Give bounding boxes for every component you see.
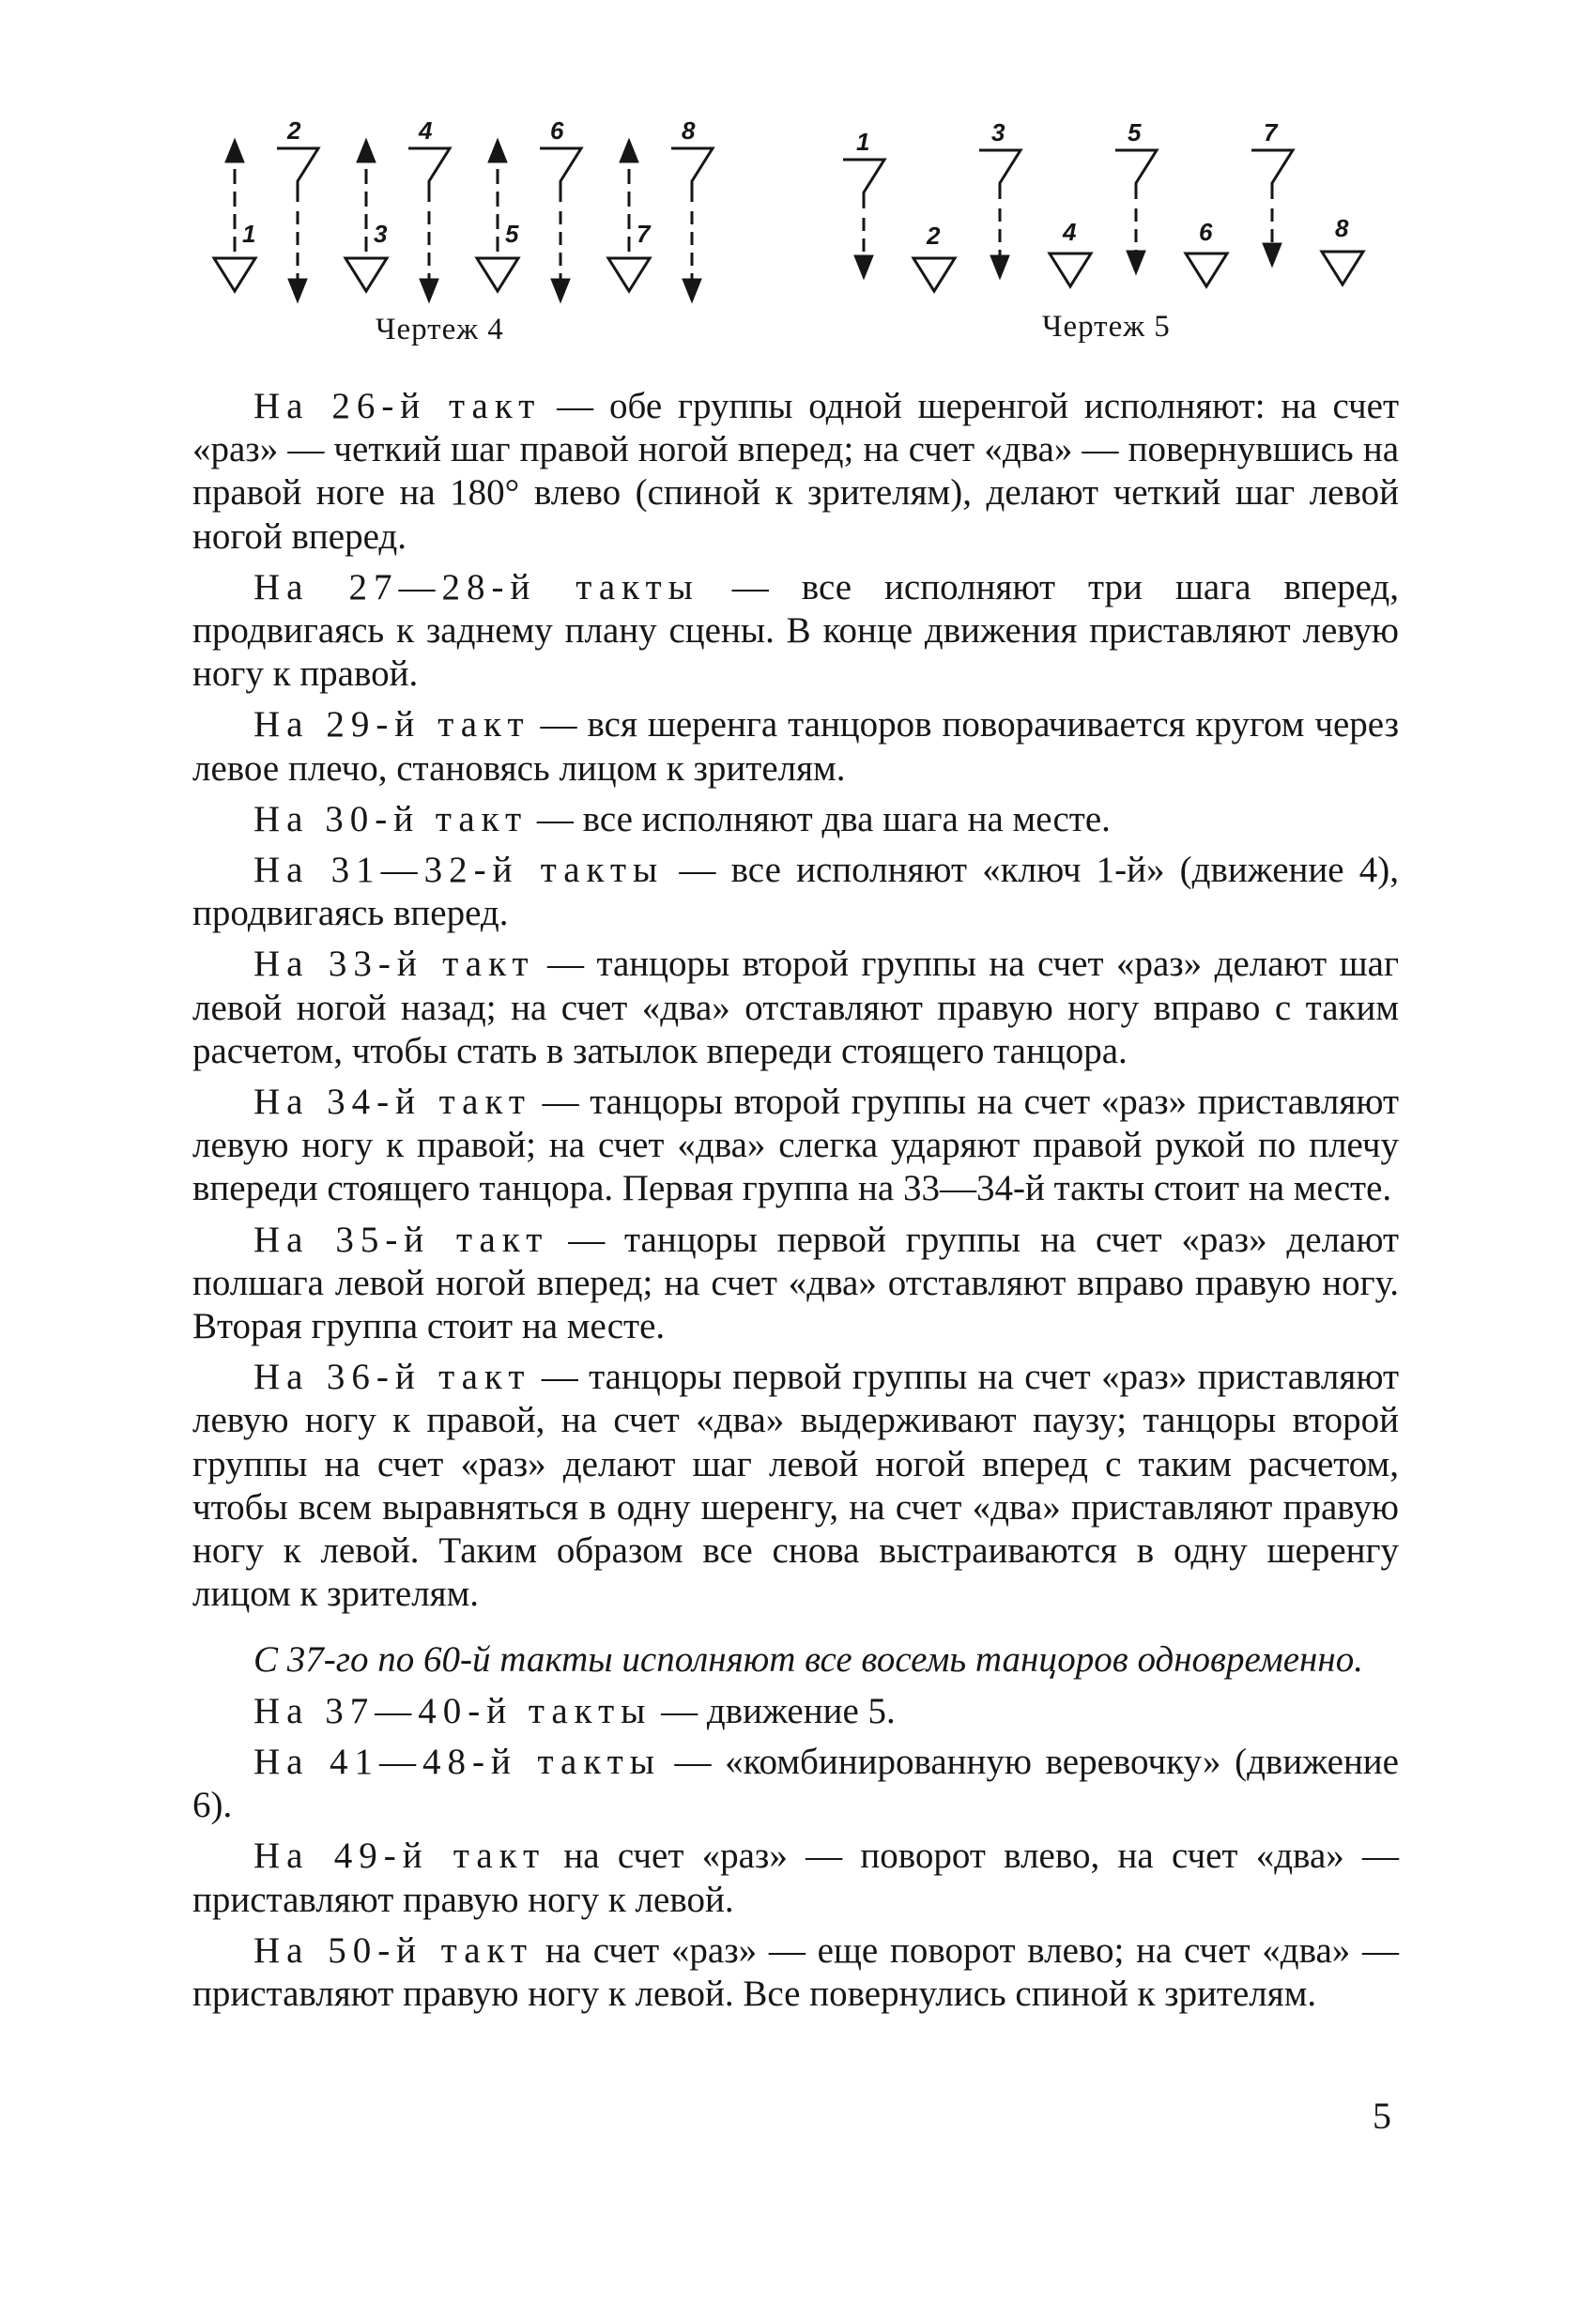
paragraph	[192, 943, 1399, 1073]
figures-area	[0, 0, 1596, 376]
paragraph	[192, 1219, 1399, 1349]
fig5-dancer-3	[979, 150, 1021, 199]
paragraph-lead: На 35-й такт	[253, 1219, 549, 1260]
fig5-label-8: 8	[1335, 214, 1349, 242]
paragraph-lead: На 33-й такт	[253, 944, 535, 985]
paragraph	[192, 703, 1399, 790]
paragraph-text: на счет «раз» — еще поворот влево; на счет «два» — приставляют правую ногу к левой. Все повернулись спиной к зрителям.	[192, 1929, 1400, 2014]
fig4-label-8: 8	[682, 116, 696, 145]
body-text	[192, 385, 1399, 2023]
fig4-dancer-4	[408, 148, 450, 202]
paragraph-lead: На 41—48-й такты	[253, 1741, 661, 1782]
paragraph-lead: На 27—28-й такты	[253, 566, 699, 607]
paragraph	[192, 849, 1399, 935]
paragraph-lead: На 34-й такт	[253, 1082, 531, 1123]
paragraph	[192, 1929, 1399, 2016]
fig5-dancer-5	[1115, 150, 1157, 199]
paragraph-text: — вся шеренга танцоров поворачивается кругом через левое плечо, становясь лицом к зрителям.	[192, 704, 1399, 789]
paragraph-text: на счет «раз» — поворот влево, на счет «два» — приставляют правую ногу к левой.	[192, 1836, 1400, 1920]
paragraph	[192, 1356, 1399, 1616]
fig4-label-1: 1	[242, 220, 256, 248]
paragraph-text: — все исполняют два шага на месте.	[528, 798, 1111, 839]
fig4-dancer-5	[477, 258, 518, 291]
fig5-dancer-1	[843, 160, 884, 208]
fig5-label-4: 4	[1063, 218, 1077, 246]
fig4-dancer-7	[608, 258, 650, 291]
paragraph-text: — танцоры первой группы на счет «раз» приставляют левую ногу к правой, на счет «два» выдерживают паузу; танцоры второй группы на счет «раз» делают шаг левой ногой вперед с таким расчетом, чтобы всем выравняться в одну шеренгу, на счет «два» приставляют правую ногу к левой. Таким образом все снова выстраиваются в одну шеренгу лицом к зрителям.	[192, 1357, 1399, 1615]
fig4-label-3: 3	[374, 220, 388, 248]
fig5-label-2: 2	[927, 222, 941, 250]
fig4-dancer-1	[214, 258, 255, 291]
paragraph	[192, 566, 1399, 697]
paragraph-text: — танцоры второй группы на счет «раз» делают шаг левой ногой назад; на счет «два» отставляют правую ногу вправо с таким расчетом, чтобы стать в затылок впереди стоящего танцора.	[192, 944, 1399, 1071]
page-number: 5	[1373, 2095, 1391, 2137]
paragraph-text: — все исполняют три шага вперед, продвигаясь к заднему плану сцены. В конце движения приставляют левую ногу к правой.	[192, 566, 1399, 695]
fig5-dancer-8	[1322, 252, 1363, 284]
fig4-dancer-6	[540, 148, 581, 202]
fig5-label-5: 5	[1128, 118, 1142, 146]
paragraph-text: — обе группы одной шеренгой исполняют: на счет «раз» — четкий шаг правой ногой вперед; на счет «два» — повернувшись на правой ноге на 180° влево (спиной к зрителям), делают четкий шаг левой ногой вперед.	[192, 386, 1399, 557]
paragraph-text: — все исполняют «ключ 1-й» (движение 4), продвигаясь вперед.	[192, 850, 1400, 934]
paragraph	[192, 1835, 1399, 1921]
paragraph-text: — «комбинированную веревочку» (движение 6).	[192, 1741, 1399, 1826]
paragraph	[192, 1690, 1399, 1733]
fig4-caption: Чертеж 4	[376, 313, 504, 346]
paragraph-lead: На 50-й такт	[253, 1929, 534, 1971]
fig5-label-6: 6	[1199, 218, 1213, 246]
paragraph	[192, 385, 1399, 559]
paragraph-text: — движение 5.	[652, 1690, 896, 1731]
paragraph	[192, 1081, 1399, 1211]
fig5-dancer-2	[913, 258, 955, 291]
paragraph-lead: На 26-й такт	[253, 386, 542, 426]
fig4-dancer-3	[345, 258, 387, 291]
paragraph-lead: На 30-й такт	[253, 798, 529, 839]
paragraph-lead: На 37—40-й такты	[253, 1690, 652, 1731]
italic-note: С 37-го по 60-й такты исполняют все восемь танцоров одновременно.	[253, 1639, 1363, 1681]
fig5-dancer-4	[1050, 254, 1091, 286]
paragraph-lead: На 29-й такт	[253, 704, 530, 745]
paragraph	[192, 798, 1399, 841]
paragraph-lead: На 49-й такт	[253, 1836, 546, 1877]
paragraph-lead: На 36-й такт	[253, 1357, 531, 1398]
fig4-label-6: 6	[550, 116, 564, 145]
paragraph	[192, 1741, 1399, 1827]
paragraph-lead: На 31—32-й такты	[253, 850, 665, 891]
figures-svg	[0, 0, 1596, 376]
fig4-dancer-8	[671, 148, 713, 202]
fig5-label-3: 3	[991, 118, 1005, 146]
fig4-label-4: 4	[419, 116, 433, 145]
fig5-label-7: 7	[1264, 118, 1278, 146]
fig4-label-5: 5	[505, 220, 519, 248]
paragraph-text: — танцоры первой группы на счет «раз» делают полшага левой ногой вперед; на счет «два» отставляют вправо правую ногу. Вторая группа стоит на месте.	[192, 1219, 1400, 1347]
fig5-label-1: 1	[856, 128, 870, 156]
fig4-label-7: 7	[637, 220, 651, 248]
fig5-dancer-7	[1251, 150, 1293, 199]
fig5-caption: Чертеж 5	[1042, 310, 1171, 344]
fig4-label-2: 2	[287, 116, 301, 145]
fig4-dancer-2	[277, 148, 318, 202]
paragraph-text: — танцоры второй группы на счет «раз» приставляют левую ногу к правой; на счет «два» слегка ударяют правой рукой по плечу впереди стоящего танцора. Первая группа на 33—34-й такты стоит на месте.	[192, 1082, 1399, 1209]
fig5-dancer-6	[1186, 254, 1227, 286]
